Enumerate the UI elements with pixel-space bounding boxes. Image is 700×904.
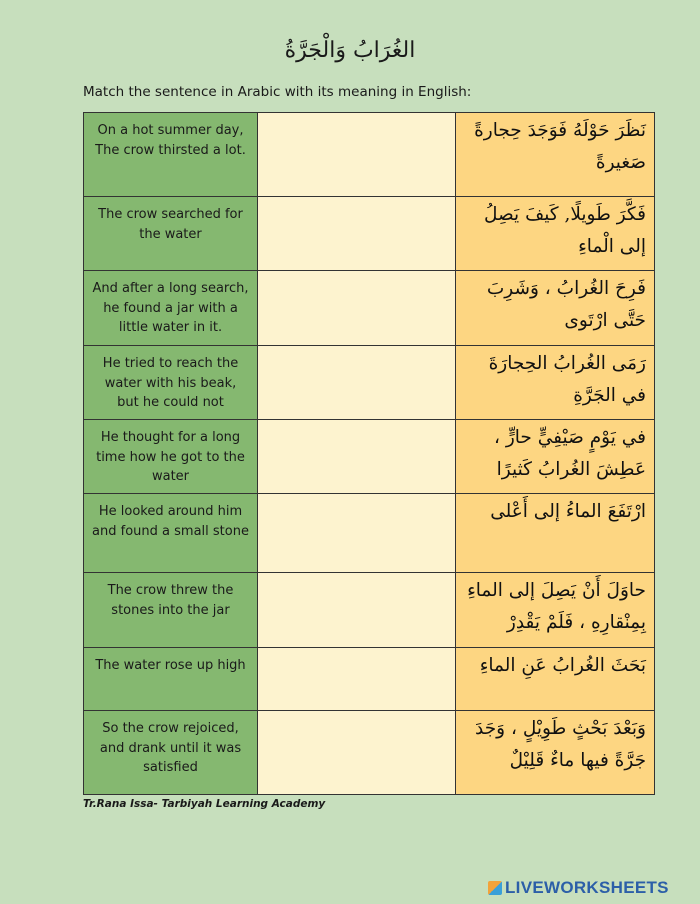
arabic-sentence[interactable]: وَبَعْدَ بَحْثٍ طَوِيْلٍ ، وَجَدَ جَرَّةً فيها ماءٌ قَلِيْلٌ — [456, 711, 655, 795]
english-sentence: The crow threw the stones into the jar — [84, 573, 258, 648]
match-drop-zone[interactable] — [258, 271, 456, 346]
table-row — [84, 113, 655, 197]
match-drop-zone[interactable] — [258, 711, 456, 795]
arabic-sentence[interactable]: ارْتَفَعَ الماءُ إلى أَعْلى — [456, 494, 655, 573]
english-sentence: The water rose up high — [84, 648, 258, 711]
brand-logo — [488, 878, 669, 898]
arabic-sentence[interactable]: بَحَثَ الغُرابُ عَنِ الماءِ — [456, 648, 655, 711]
liveworksheets-icon — [488, 881, 502, 895]
arabic-sentence[interactable]: فَكَّرَ طَويلًا, كَيفَ يَصِلُ إلى الْماءِ — [456, 197, 655, 271]
match-drop-zone[interactable] — [258, 113, 456, 197]
worksheet-title: الغُرَابُ وَالْجَرَّةُ — [284, 38, 416, 63]
brand-text: LIVEWORKSHEETS — [505, 878, 669, 897]
match-drop-zone[interactable] — [258, 346, 456, 420]
author-footer: Tr.Rana Issa- Tarbiyah Learning Academy — [83, 798, 326, 810]
table-row — [84, 711, 655, 795]
english-sentence: He tried to reach the water with his beak, but he could not — [84, 346, 258, 420]
table-row — [84, 420, 655, 494]
english-sentence: So the crow rejoiced, and drank until it was satisfied — [84, 711, 258, 795]
english-sentence: The crow searched for the water — [84, 197, 258, 271]
match-drop-zone[interactable] — [258, 573, 456, 648]
english-sentence: And after a long search, he found a jar with a little water in it. — [84, 271, 258, 346]
instruction-text: Match the sentence in Arabic with its meaning in English: — [83, 84, 472, 100]
match-drop-zone[interactable] — [258, 197, 456, 271]
arabic-sentence[interactable]: حاوَلَ أَنْ يَصِلَ إلى الماءِ بِمِنْقارِهِ ، فَلَمْ يَقْدِرْ — [456, 573, 655, 648]
arabic-sentence[interactable]: في يَوْمٍ صَيْفِيٍّ حارٍّ ، عَطِشَ الغُرابُ كَثيرًا — [456, 420, 655, 494]
english-sentence: He thought for a long time how he got to the water — [84, 420, 258, 494]
arabic-sentence[interactable]: رَمَى الغُرابُ الحِجارَةَ في الجَرَّةِ — [456, 346, 655, 420]
arabic-sentence[interactable]: فَرِحَ الغُرابُ ، وَشَرِبَ حَتَّى ارْتَوى — [456, 271, 655, 346]
table-row — [84, 271, 655, 346]
table-row — [84, 573, 655, 648]
english-sentence: He looked around him and found a small stone — [84, 494, 258, 573]
match-drop-zone[interactable] — [258, 494, 456, 573]
table-row — [84, 494, 655, 573]
table-row — [84, 197, 655, 271]
arabic-sentence[interactable]: نَظَرَ حَوْلَهُ فَوَجَدَ حِجارةً صَغيرةً — [456, 113, 655, 197]
table-row — [84, 648, 655, 711]
table-row — [84, 346, 655, 420]
match-drop-zone[interactable] — [258, 648, 456, 711]
match-drop-zone[interactable] — [258, 420, 456, 494]
english-sentence: On a hot summer day, The crow thirsted a lot. — [84, 113, 258, 197]
matching-table — [83, 112, 655, 795]
